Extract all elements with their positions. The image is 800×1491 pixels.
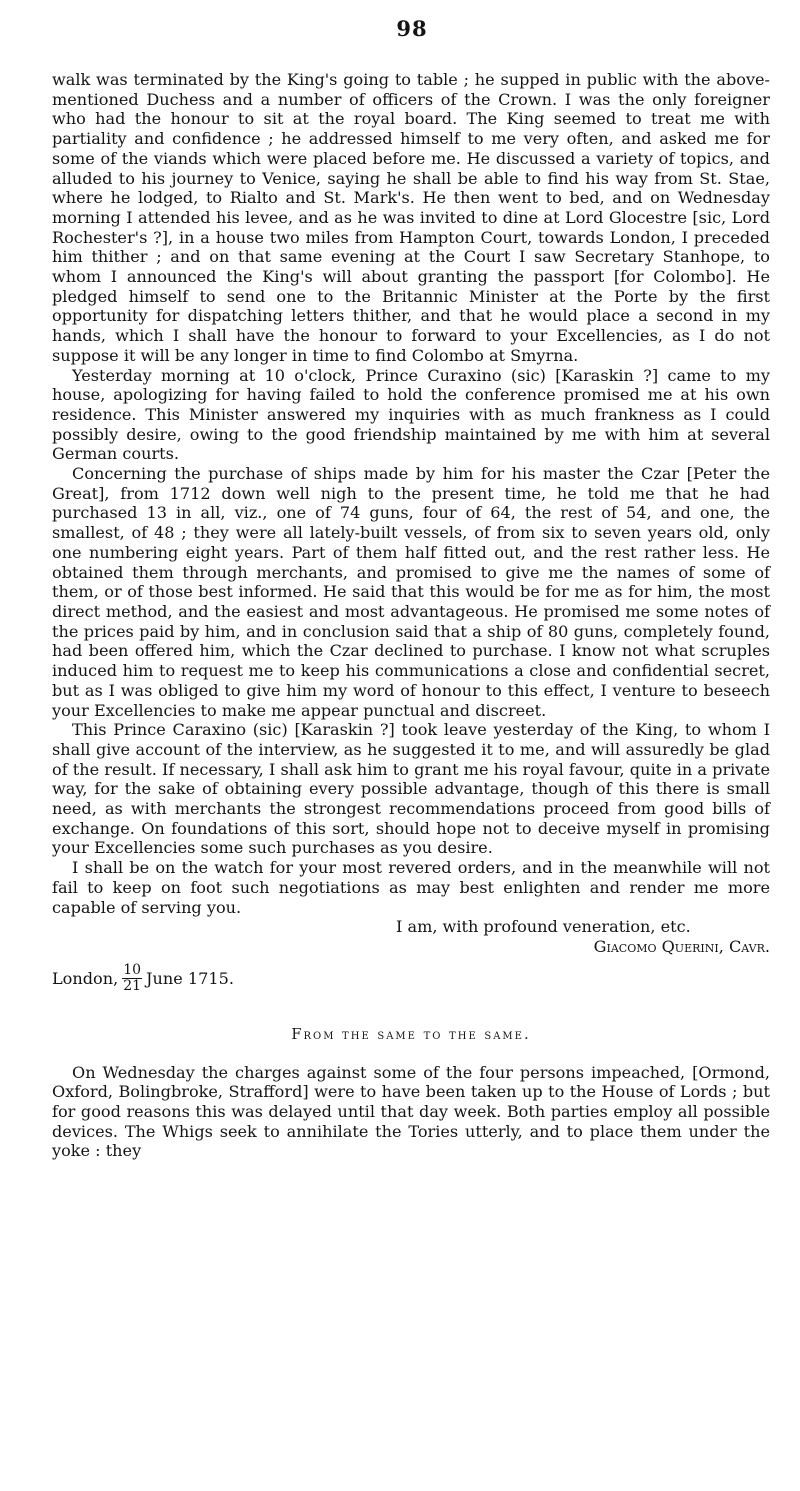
dateline-place: London, — [52, 969, 119, 989]
paragraph-4: This Prince Caraxino (sic) [Karaskin ?] took leave yesterday of the King, to whom I shall give account of the interview, as he suggested it to me, and will assuredly be glad of the result. If necessary, I shall ask him to grant me his royal favour, quite in a private way, for the sake of obtaining every possible advantage, though of this there is small need, as with merchants the strongest recommendations proceed from good bills of exchange. On foundations of this sort, should hope not to deceive myself in promising your Excellencies some such purchases as you desire. — [52, 720, 770, 858]
dateline-day-fraction — [122, 963, 142, 994]
dateline-day-top: 10 — [123, 962, 142, 979]
paragraph-2: Yesterday morning at 10 o'clock, Prince Curaxino (sic) [Karaskin ?] came to my house, apologizing for having failed to hold the conference promised me at his own residence. This Minister answered my inquiries with as much frankness as I could possibly desire, owing to the good friendship maintained by me with him at several German courts. — [52, 365, 770, 464]
dateline-day-bottom: 21 — [123, 978, 142, 995]
closing-line: I am, with profound veneration, etc. — [396, 917, 691, 937]
paragraph-3: Concerning the purchase of ships made by him for his master the Czar [Peter the Great], from 1712 down well nigh to the present time, he told me that he had purchased 13 in all, viz., one of 74 guns, four of 64, the rest of 54, and one, the smallest, of 48 ; they were all lately-built vessels, of from six to seven years old, only one numbering eight years. Part of them half fitted out, and the rest rather less. He obtained them through merchants, and promised to give me the names of some of them, or of those best informed. He said that this would be for me as for him, the most direct method, and the easiest and most advantageous. He promised me some notes of the prices paid by him, and in conclusion said that a ship of 80 guns, completely found, had been offered him, which the Czar declined to purchase. I know not what scruples induced him to request me to keep his communications a close and confidential secret, but as I was obliged to give him my word of honour to this effect, I venture to beseech your Excellencies to make me appear punctual and discreet. — [52, 464, 770, 720]
page-number: 98 — [396, 16, 428, 41]
dateline-month-year: June 1715. — [146, 969, 234, 989]
signature: Giacomo Querini, Cavr. — [593, 936, 770, 956]
paragraph-next: On Wednesday the charges against some of the four persons impeached, [Ormond, Oxford, Bolingbroke, Strafford] were to have been taken up to the House of Lords ; but for good reasons this was delayed until that day week. Both parties employ all possible devices. The Whigs seek to annihilate the Tories utterly, and to place them under the yoke : they — [52, 1062, 770, 1161]
dateline — [52, 957, 770, 1001]
body-text — [52, 70, 770, 1161]
paragraph-5: I shall be on the watch for your most revered orders, and in the meanwhile will not fail to keep on foot such negotiations as may best enlighten and render me more capable of serving you. — [52, 858, 770, 917]
paragraph-1: walk was terminated by the King's going to table ; he supped in public with the above-mentioned Duchess and a number of officers of the Crown. I was the only foreigner who had the honour to sit at the royal board. The King seemed to treat me with partiality and confidence ; he addressed himself to me very often, and asked me for some of the viands which were placed before me. He discussed a variety of topics, and alluded to his journey to Venice, saying he shall be able to find his way from St. Stae, where he lodged, to Rialto and St. Mark's. He then went to bed, and on Wednesday morning I attended his levee, and as he was invited to dine at Lord Glocestre [sic, Lord Rochester's ?], in a house two miles from Hampton Court, towards London, I preceded him thither ; and on that same evening at the Court I saw Secretary Stanhope, to whom I announced the King's will about granting the passport [for Colombo]. He pledged himself to send one to the Britannic Minister at the Porte by the first opportunity for dispatching letters thither, and that he would place a second in my hands, which I shall have the honour to forward to your Excellencies, as I do not suppose it will be any longer in time to find Colombo at Smyrna. — [52, 70, 770, 365]
section-heading: From the same to the same. — [291, 1026, 531, 1043]
